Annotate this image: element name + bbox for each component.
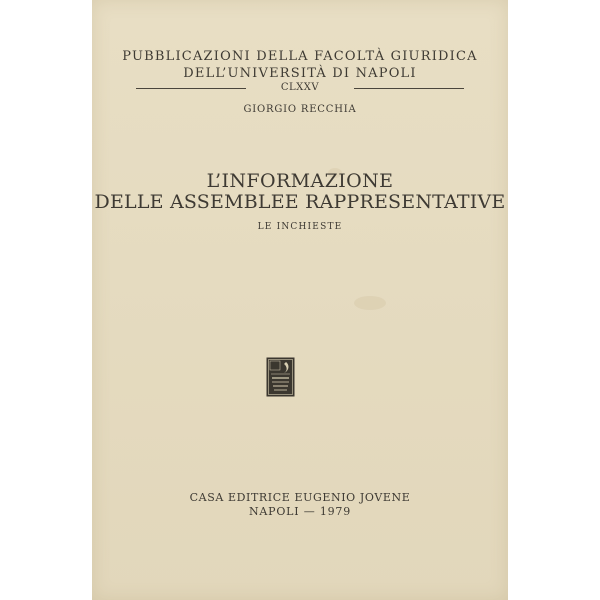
series-number: CLXXV [280,82,320,93]
publisher-emblem-icon [266,357,295,397]
series-title-line-2: DELL’UNIVERSITÀ DI NAPOLI [183,66,417,81]
publication-place-year: NAPOLI — 1979 [248,505,352,518]
series-title-line-1: PUBBLICAZIONI DELLA FACOLTÀ GIURIDICA [122,49,478,64]
publisher-name: CASA EDITRICE EUGENIO JOVENE [189,491,411,504]
book-title-line-2: DELLE ASSEMBLEE RAPPRESENTATIVE [94,191,506,213]
paper-stain [354,296,386,310]
author-name: GIORGIO RECCHIA [243,104,357,115]
series-rule-right [354,88,464,89]
book-title-line-1: L’INFORMAZIONE [206,170,394,192]
title-page [92,0,508,600]
book-subtitle: LE INCHIESTE [257,222,343,232]
